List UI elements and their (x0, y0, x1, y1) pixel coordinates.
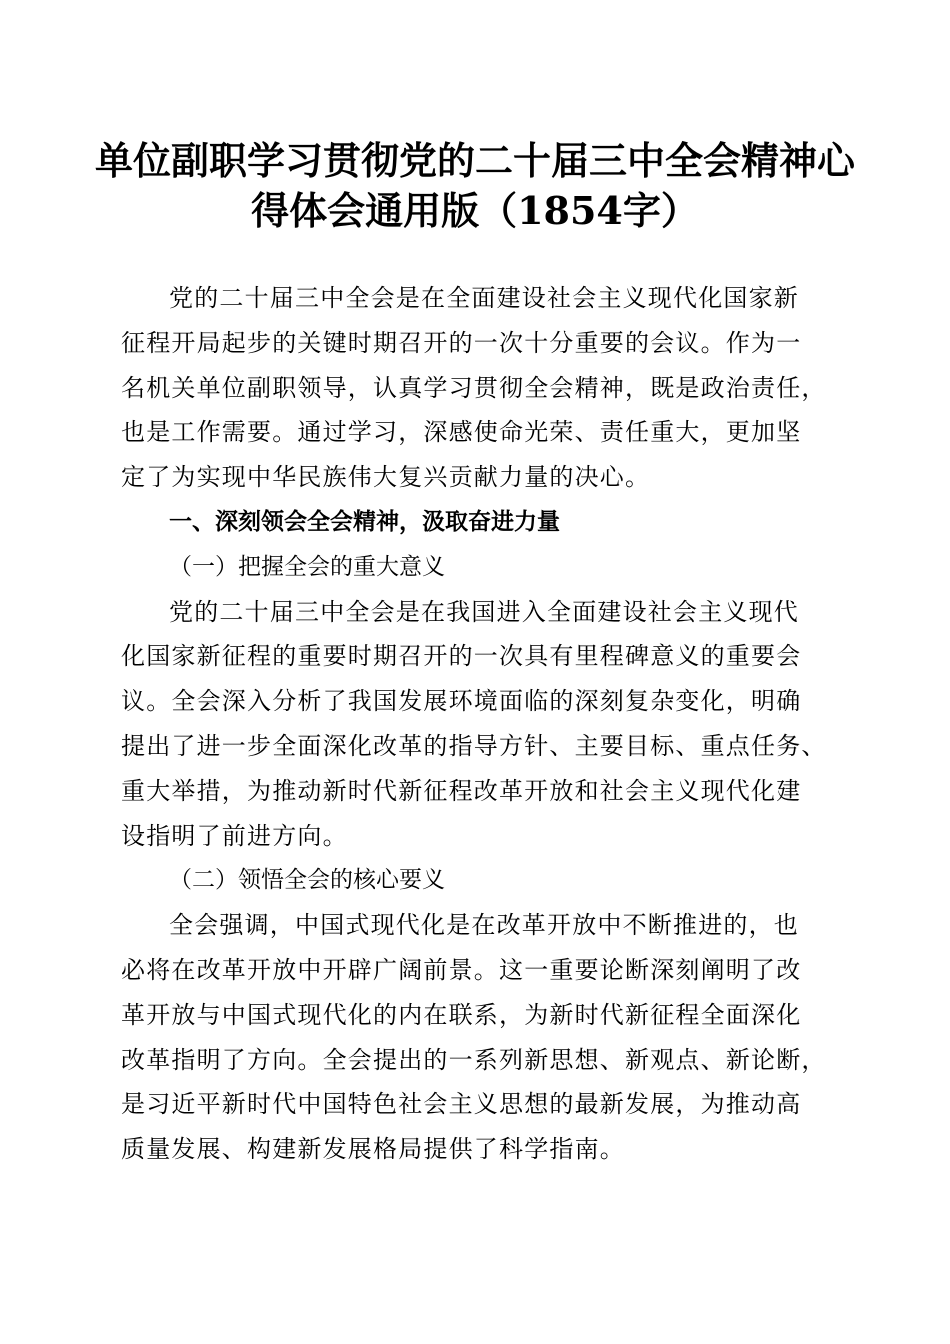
text-line: 议。全会深入分析了我国发展环境面临的深刻复杂变化，明确 (121, 687, 802, 716)
text-line: 必将在改革开放中开辟广阔前景。这一重要论断深刻阐明了改 (121, 955, 802, 984)
title-line-2: 得体会通用版（1854字） (251, 188, 699, 233)
text-line: 党的二十届三中全会是在我国进入全面建设社会主义现代 (169, 597, 799, 626)
subsection-heading-1: （一）把握全会的重大意义 (169, 553, 445, 580)
section-heading-1: 一、深刻领会全会精神，汲取奋进力量 (169, 508, 560, 535)
subsection-1-paragraph (121, 590, 831, 859)
text-line: 质量发展、构建新发展格局提供了科学指南。 (121, 1135, 625, 1164)
text-line: 名机关单位副职领导，认真学习贯彻全会精神，既是政治责任， (121, 373, 827, 402)
text-line: 征程开局起步的关键时期召开的一次十分重要的会议。作为一 (121, 328, 802, 357)
title-line-1: 单位副职学习贯彻党的二十届三中全会精神心 (94, 138, 855, 183)
text-line: 化国家新征程的重要时期召开的一次具有里程碑意义的重要会 (121, 642, 802, 671)
text-line: 是习近平新时代中国特色社会主义思想的最新发展，为推动高 (121, 1090, 802, 1119)
text-line: 设指明了前进方向。 (121, 821, 348, 850)
text-line: 也是工作需要。通过学习，深感使命光荣、责任重大，更加坚 (121, 418, 802, 447)
subsection-heading-2: （二）领悟全会的核心要义 (169, 867, 445, 894)
text-line: 定了为实现中华民族伟大复兴贡献力量的决心。 (121, 463, 651, 492)
subsection-2-paragraph (121, 903, 831, 1172)
document-body (121, 276, 831, 1172)
text-line: 党的二十届三中全会是在全面建设社会主义现代化国家新 (169, 284, 799, 312)
document-title (80, 136, 870, 236)
text-line: 提出了进一步全面深化改革的指导方针、主要目标、重点任务、 (121, 731, 827, 760)
text-line: 全会强调，中国式现代化是在改革开放中不断推进的，也 (169, 911, 799, 940)
text-line: 革开放与中国式现代化的内在联系，为新时代新征程全面深化 (121, 1000, 802, 1029)
intro-paragraph (121, 276, 831, 500)
text-line: 重大举措，为推动新时代新征程改革开放和社会主义现代化建 (121, 776, 802, 805)
text-line: 改革指明了方向。全会提出的一系列新思想、新观点、新论断， (121, 1045, 827, 1074)
